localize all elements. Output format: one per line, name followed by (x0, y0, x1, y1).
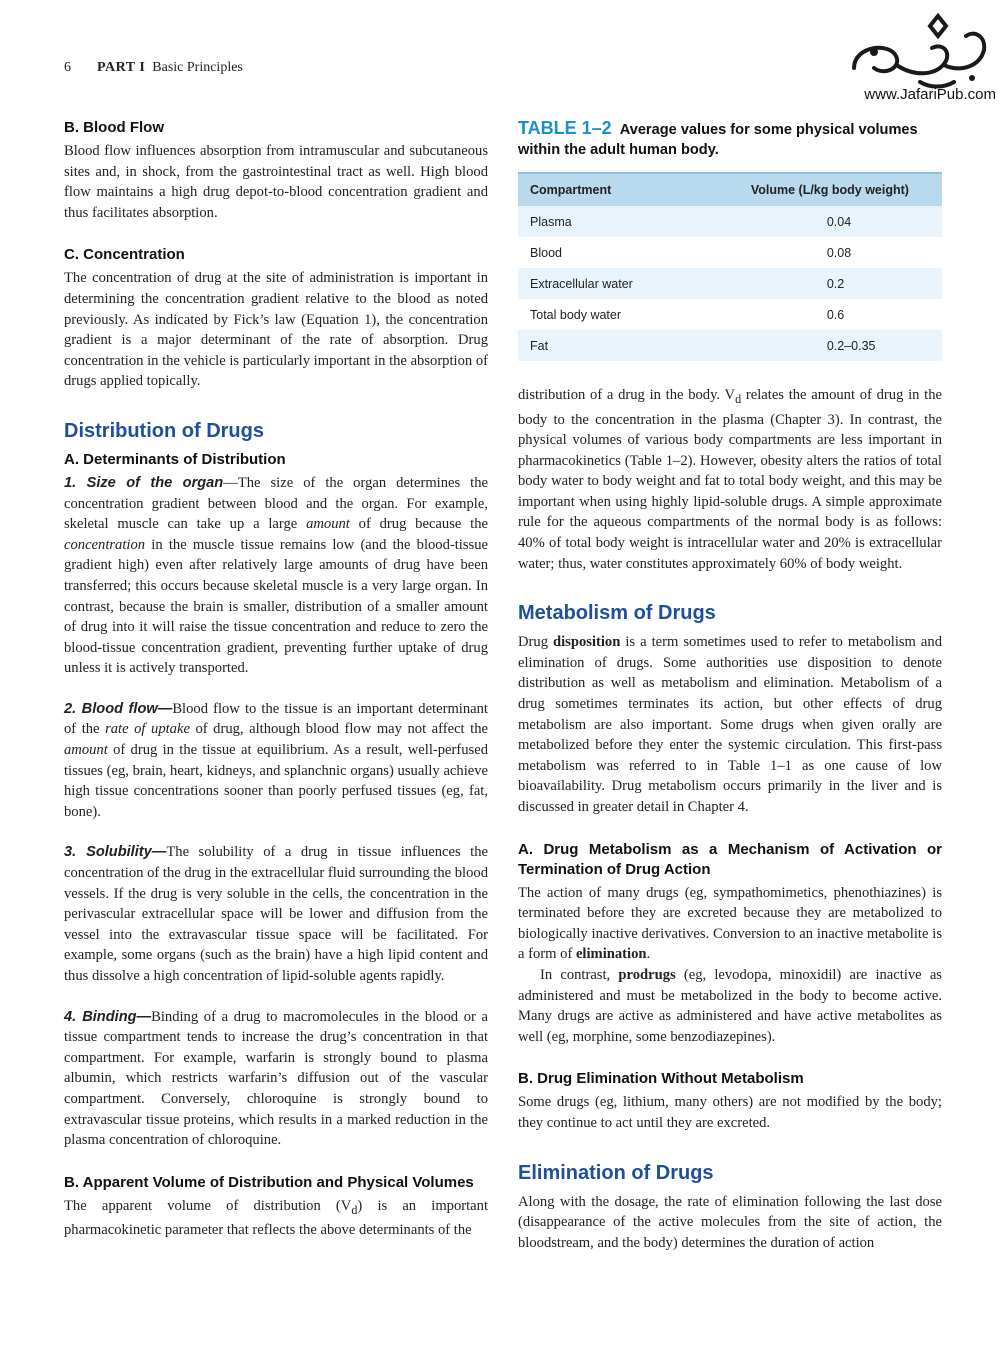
paragraph-elimination-without-metabolism: Some drugs (eg, lithium, many others) are not modified by the body; they continue to act until they are excreted. (518, 1094, 942, 1131)
cell-volume: 0.04 (655, 206, 942, 237)
cell-compartment: Fat (518, 330, 655, 361)
paragraph-distribution-continued: distribution of a drug in the body. $V_d$ relates the amount of drug in the body to the concentration in the plasma (Chapter 3). In contrast, the physical volumes of various body compartments are less important in pharmacokinetics (Table 1–2). However, obesity alters the ratios of total body water to body weight and fat to total body weight, and this may be important when using highly lipid-soluble drugs. A simple approximate rule for the aqueous compartments of the normal body is as follows: 40% of total body weight is intracellular water and 20% is extracellular water; thus, water constitutes approximately 60% of body weight. (518, 387, 942, 572)
heading-metabolism: Metabolism of Drugs (518, 602, 716, 625)
paragraph-activation-1: The action of many drugs (eg, sympathomimetics, phenothiazines) is terminated before they are excreted because they are metabolized to biologically inactive derivatives. Conversion to an inactive metabolite is a form of elimination. (518, 884, 942, 963)
cell-compartment: Extracellular water (518, 268, 655, 299)
part-label: PART I (97, 60, 146, 75)
table-row (518, 330, 942, 361)
heading-elimination-without-metabolism: B. Drug Elimination Without Metabolism (518, 1070, 804, 1088)
cell-compartment: Blood (518, 237, 655, 268)
cell-volume: 0.2 (655, 268, 942, 299)
paragraph-elimination: Along with the dosage, the rate of elimination following the last dose (disappearance of the active molecules from the site of action, the bloodstream, and the body) determines the duration of action (518, 1193, 942, 1251)
paragraph-metabolism: Drug disposition is a term sometimes used to refer to metabolism and elimination of drugs. Some authorities use disposition to denote distribution as well as metabolism and elimination. Metabolism of a drug sometimes terminates its action, but other effects of drug metabolism are also important. Some drugs when given orally are metabolized before they enter the systemic circulation. This first-pass metabolism was referred to in Table 1–1 as one cause of low bioavailability. Drug metabolism occurs primarily in the liver and is discussed in greater detail in Chapter 4. (518, 634, 942, 815)
paragraph-size-of-organ: 1. Size of the organ—The size of the organ determines the concentration gradient between blood and the organ. For example, skeletal muscle can take up a large amount of drug because the concentration in the muscle tissue remains low (and the blood-tissue gradient high) even after relatively large amounts of drug have been transferred; this occurs because skeletal muscle is a very large organ. In contrast, because the brain is smaller, distribution of a smaller amount of drug into it will raise the tissue concentration and reduce to zero the blood-tissue concentration gradient, preventing further uptake of drug unless it is actively transported. (64, 474, 489, 677)
left-column (64, 118, 488, 1241)
table-row (518, 299, 942, 330)
heading-elimination: Elimination of Drugs (518, 1161, 714, 1184)
page-number: 6 (64, 60, 71, 75)
table-description: Average values for some physical volumes within the adult human body. (518, 122, 918, 158)
column-header-volume: Volume (L/kg body weight) (655, 173, 942, 206)
table-header-row (518, 173, 942, 206)
cell-compartment: Total body water (518, 299, 655, 330)
cell-compartment: Plasma (518, 206, 655, 237)
heading-apparent-volume: B. Apparent Volume of Distribution and Physical Volumes (64, 1173, 474, 1191)
table-row (518, 206, 942, 237)
cell-volume: 0.2–0.35 (655, 330, 942, 361)
runin-solubility: 3. Solubility— (64, 844, 167, 861)
right-column (518, 118, 942, 1253)
paragraph-apparent-volume: The apparent volume of distribution $(V_d)$ is an important pharmacokinetic parameter that reflects the above determinants of the (64, 1197, 489, 1239)
table-1-2 (518, 118, 942, 361)
paragraph-solubility: 3. Solubility—The solubility of a drug in tissue influences the concentration of the drug in the extracellular fluid surrounding the blood vessels. If the drug is very soluble in the cells, the concentration in the perivascular extracellular space will be lower and diffusion from the vessel into the extravascular tissue space will be facilitated. For example, some organs (such as the brain) have a high lipid content and thus dissolve a high concentration of lipid-soluble agents rapidly. (64, 844, 489, 984)
part-title: Basic Principles (152, 60, 243, 75)
runin-binding: 4. Binding— (64, 1008, 152, 1025)
heading-determinants: A. Determinants of Distribution (64, 450, 286, 468)
paragraph-blood-flow-tissue: 2. Blood flow—Blood flow to the tissue is an important determinant of the rate of uptake of drug, although blood flow may not affect the amount of drug in the tissue at equilibrium. As a result, well-perfused tissues (eg, brain, heart, kidneys, and splanchnic organs) usually achieve high tissue concentrations sooner than poorly perfused tissues (eg, fat, bone). (64, 700, 488, 820)
table-number: TABLE 1–2 (518, 118, 612, 138)
runin-size-of-organ: 1. Size of the organ (64, 474, 224, 491)
cell-volume: 0.6 (655, 299, 942, 330)
cell-volume: 0.08 (655, 237, 942, 268)
table-row (518, 237, 942, 268)
table-row (518, 268, 942, 299)
heading-concentration: C. Concentration (64, 246, 185, 264)
table-caption (518, 118, 942, 160)
publisher-url: www.JafariPub.com (864, 86, 996, 103)
paragraph-binding: 4. Binding—Binding of a drug to macromolecules in the blood or a tissue compartment tends to increase the drug’s concentration in that compartment. For example, warfarin is strongly bound to plasma albumin, which restricts warfarin’s diffusion out of the vascular compartment. Conversely, chloroquine is strongly bound to extravascular tissue proteins, which results in a marked reduction in the plasma concentration of chloroquine. (64, 1008, 488, 1149)
heading-distribution: Distribution of Drugs (64, 419, 264, 442)
heading-activation-termination: A. Drug Metabolism as a Mechanism of Activation or Termination of Drug Action (518, 840, 942, 878)
paragraph-blood-flow: Blood flow influences absorption from intramuscular and subcutaneous sites and, in shock, from the gastrointestinal tract as well. High blood flow maintains a high drug depot-to-blood concentration gradient and thus facilitates absorption. (64, 143, 488, 221)
heading-blood-flow: B. Blood Flow (64, 119, 164, 136)
runin-blood-flow: 2. Blood flow— (64, 700, 173, 717)
paragraph-concentration: The concentration of drug at the site of administration is important in determining the concentration gradient relative to the blood as noted previously. As indicated by Fick’s law (Equation 1), the concentration gradient is a major determinant of the rate of absorption. Drug concentration in the vehicle is particularly important in the absorption of drugs applied topically. (64, 270, 488, 390)
column-header-compartment: Compartment (518, 173, 655, 206)
paragraph-activation-2: In contrast, prodrugs (eg, levodopa, minoxidil) are inactive as administered and must be metabolized in the body to become active. Many drugs are active as administered and have active metabolites as well (eg, morphine, some benzodiazepines). (518, 966, 942, 1045)
running-head (64, 60, 243, 76)
volumes-table (518, 172, 942, 361)
